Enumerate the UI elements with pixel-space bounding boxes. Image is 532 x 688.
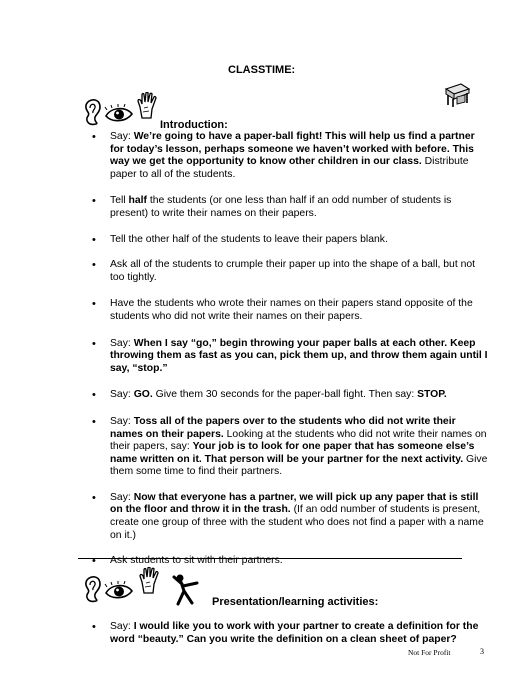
bold-text: Toss all of the papers over to the students who did not write their names on their papers. — [110, 415, 456, 440]
bold-text: We’re going to have a paper-ball fight! This will help us find a partner for today’s lesson, perhaps someone we haven’t worked with before. This way we get the opportunity to know other children in our class. — [110, 131, 475, 168]
text-run: Tell the other half of the students to leave their papers blank. — [110, 233, 388, 245]
text-run: Say: — [110, 621, 134, 632]
text-run: Say: — [110, 337, 134, 349]
text-run: Say: — [110, 491, 134, 503]
list-item — [92, 131, 488, 181]
bold-text: I would like you to work with your partner to create a definition for the word “beauty.” Can you write the definition on a clean sheet of paper? — [110, 621, 479, 645]
list-item — [92, 259, 488, 284]
bold-text: GO. — [133, 389, 153, 401]
desk-icon — [443, 80, 471, 108]
text-run: the students (or one less than half if an odd number of students is present) to write their names on their papers. — [110, 195, 452, 219]
footer-note: Not For Profit — [408, 648, 451, 657]
section-divider — [78, 558, 462, 559]
text-run: Give them some time to find their partners. — [110, 453, 488, 478]
text-run: Give them 30 seconds for the paper-ball fight. Then say: — [152, 389, 418, 401]
introduction-heading: Introduction: — [160, 119, 228, 131]
text-run: Have the students who wrote their names on their papers stand opposite of the students who did not write their names on their papers. — [110, 298, 473, 322]
page-title: CLASSTIME: — [228, 64, 296, 76]
introduction-list — [92, 131, 488, 568]
list-item — [92, 298, 488, 323]
bold-text: Your job is to look for one paper that has someone else’s name written on it. That person will be your partner for the next activity. — [110, 441, 475, 465]
eye-icon — [104, 104, 134, 126]
hand-icon — [138, 567, 160, 595]
bold-text: STOP. — [417, 389, 447, 401]
list-item — [92, 234, 488, 247]
hand-icon — [136, 92, 158, 120]
presentation-list — [92, 621, 488, 646]
list-item — [92, 416, 488, 479]
text-run: Tell — [110, 195, 129, 207]
text-run: Say: — [110, 415, 134, 427]
bold-text: half — [128, 195, 147, 207]
text-run: Looking at the students who did not write their names on their papers, say: — [110, 428, 487, 453]
text-run: Distribute paper to all of the students. — [110, 156, 469, 180]
text-run: Ask all of the students to crumple their paper up into the shape of a ball, but not too tightly. — [110, 259, 476, 283]
list-item — [92, 492, 488, 542]
ear-icon — [82, 98, 102, 128]
list-item — [92, 389, 488, 402]
eye-icon — [104, 581, 134, 603]
text-run: Ask students to sit with their partners. — [110, 555, 283, 567]
text-run: (If an odd number of students is present, create one group of three with the student who does not find a paper with a name on it.) — [110, 504, 484, 541]
list-item — [92, 621, 488, 646]
page-number: 3 — [480, 647, 484, 656]
list-item — [92, 338, 488, 376]
list-item — [92, 195, 488, 220]
bold-text: Now that everyone has a partner, we will pick up any paper that is still on the floor and throw it in the trash. — [110, 491, 479, 516]
text-run: Say: — [110, 389, 134, 401]
stretching-figure-icon — [170, 573, 200, 607]
text-run: Say: — [110, 131, 134, 142]
presentation-heading: Presentation/learning activities: — [212, 596, 379, 608]
ear-icon — [82, 575, 102, 605]
bold-text: When I say “go,” begin throwing your paper balls at each other. Keep throwing them as fast as you can, pick them up, and throw them again until I say, “stop.” — [110, 337, 488, 374]
